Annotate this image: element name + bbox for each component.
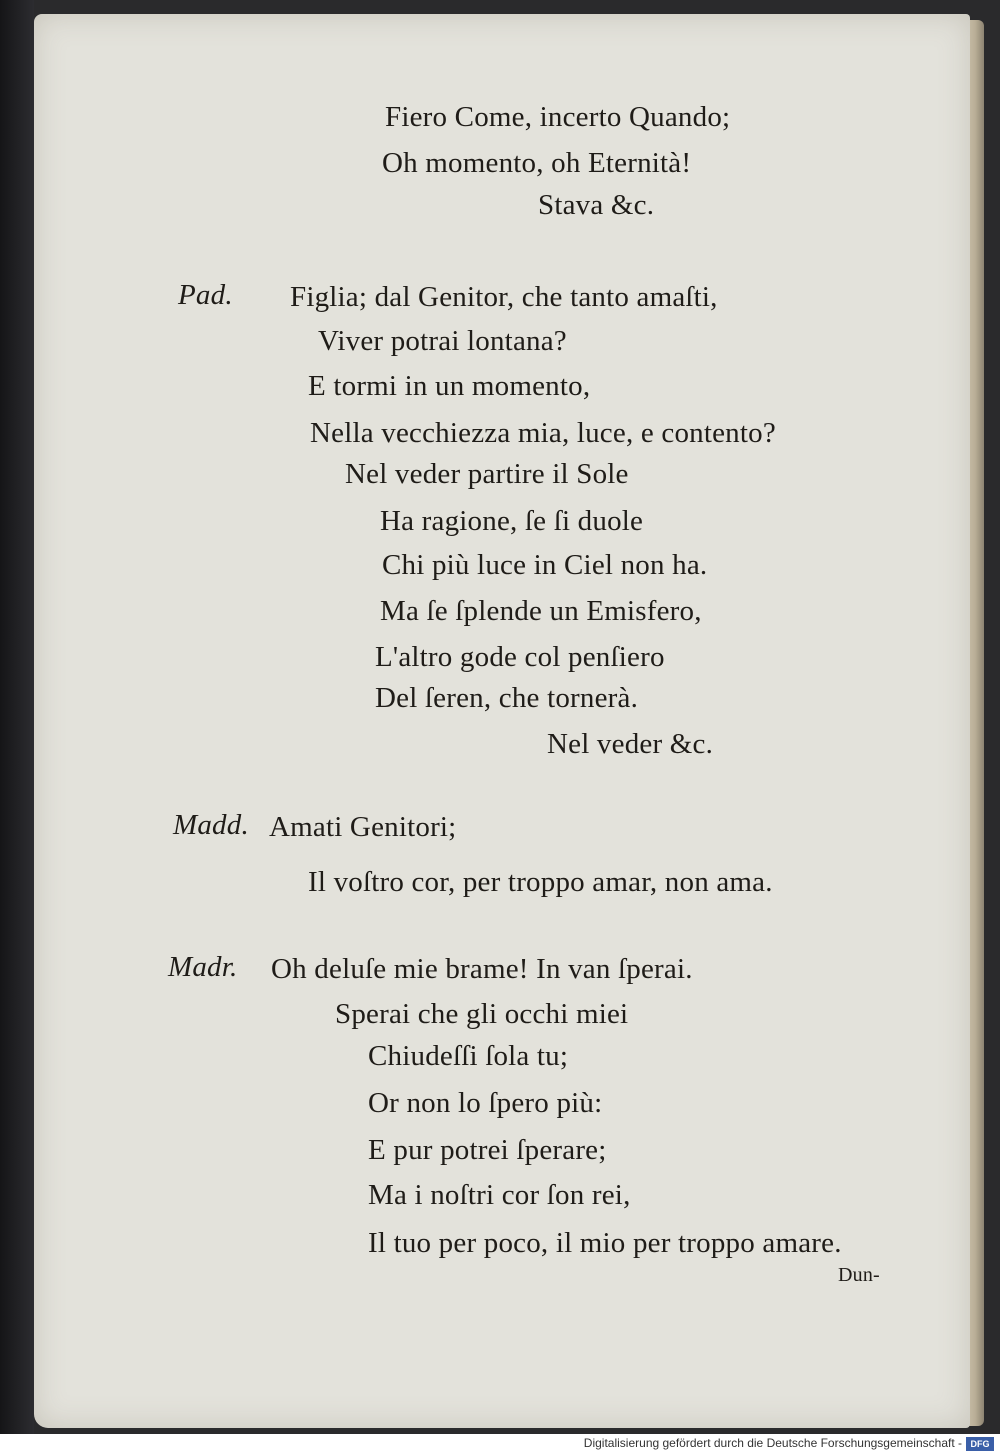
footer-credit: Digitalisierung gefördert durch die Deutsche Forschungsgemeinschaft -	[583, 1436, 962, 1450]
verse-line: Or non lo ſpero più:	[368, 1087, 603, 1119]
verse-line: E tormi in un momento,	[308, 370, 591, 402]
verse-line: Sperai che gli occhi miei	[335, 998, 629, 1030]
verse-line: Viver potrai lontana?	[318, 325, 567, 357]
verse-line: Chi più luce in Ciel non ha.	[382, 549, 708, 581]
verse-line: E pur potrei ſperare;	[368, 1134, 607, 1166]
dfg-logo-icon: DFG	[966, 1437, 994, 1451]
verse-line: Oh momento, oh Eternità!	[382, 147, 692, 179]
verse-line: Fiero Come, incerto Quando;	[385, 101, 731, 133]
verse-line: Nel veder partire il Sole	[345, 458, 629, 490]
verse-line: Il tuo per poco, il mio per troppo amare.	[368, 1227, 842, 1259]
footer-bar	[0, 1434, 1000, 1455]
speaker-label: Pad.	[178, 279, 233, 311]
catchword: Dun-	[838, 1264, 880, 1286]
verse-line: L'altro gode col penſiero	[375, 641, 665, 673]
verse-line: Ha ragione, ſe ſi duole	[380, 505, 644, 537]
book-spine	[0, 0, 34, 1455]
verse-line: Stava &c.	[538, 189, 655, 221]
verse-line: Figlia; dal Genitor, che tanto amaſti,	[290, 281, 718, 313]
verse-line: Oh deluſe mie brame! In van ſperai.	[271, 953, 693, 985]
verse-line: Ma i noſtri cor ſon rei,	[368, 1179, 631, 1211]
verse-line: Del ſeren, che tornerà.	[375, 682, 639, 714]
verse-line: Il voſtro cor, per troppo amar, non ama.	[308, 866, 773, 898]
verse-line: Nella vecchiezza mia, luce, e contento?	[310, 417, 776, 449]
book-page	[34, 14, 970, 1428]
verse-line: Ma ſe ſplende un Emisfero,	[380, 595, 702, 627]
speaker-label: Madd.	[173, 809, 249, 841]
verse-line: Chiudeſſi ſola tu;	[368, 1040, 569, 1072]
verse-line: Nel veder &c.	[547, 728, 714, 760]
speaker-label: Madr.	[168, 951, 238, 983]
verse-line: Amati Genitori;	[269, 811, 457, 843]
